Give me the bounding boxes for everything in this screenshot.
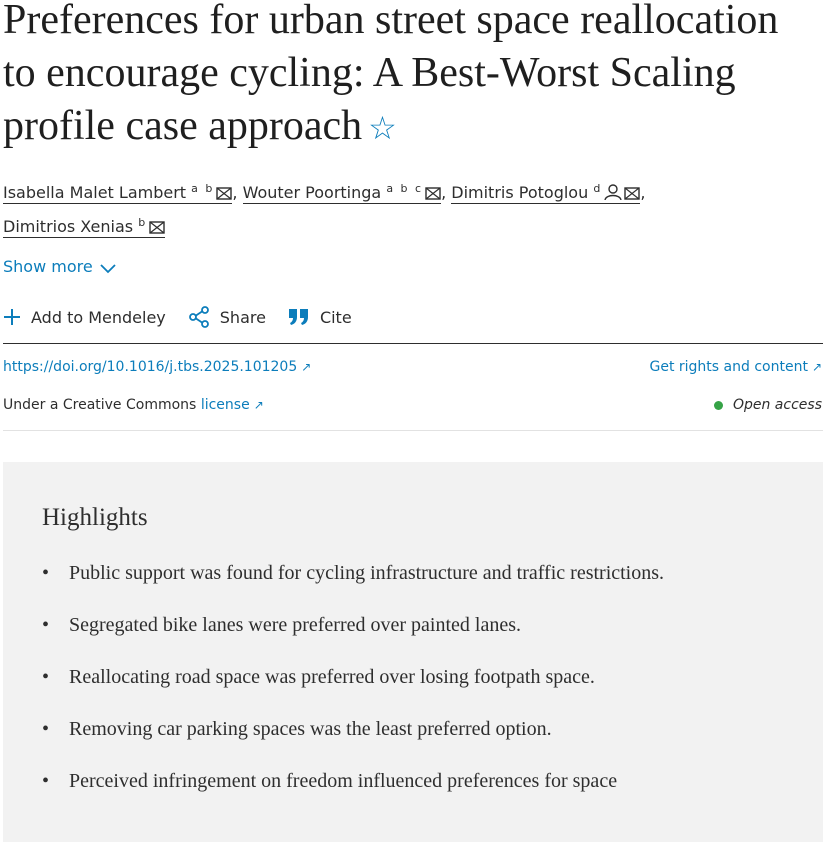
author-link[interactable]: Wouter Poortinga $^{a b c}$ bbox=[243, 183, 442, 204]
get-rights-link[interactable]: Get rights and content ↗ bbox=[649, 359, 822, 375]
share-icon bbox=[188, 306, 210, 328]
plus-icon bbox=[3, 308, 21, 326]
share-button[interactable]: Share bbox=[188, 306, 266, 328]
cite-button[interactable]: Cite bbox=[288, 306, 352, 328]
article-toolbar bbox=[3, 306, 352, 328]
external-link-icon: ↗ bbox=[301, 360, 312, 374]
highlights-section bbox=[3, 462, 823, 842]
highlights-title: Highlights bbox=[42, 504, 148, 531]
open-access-badge: Open access bbox=[714, 397, 822, 413]
add-to-mendeley-button[interactable]: Add to Mendeley bbox=[3, 306, 166, 328]
divider bbox=[3, 430, 823, 431]
chevron-down-icon bbox=[99, 263, 117, 275]
license-link[interactable]: license ↗ bbox=[200, 397, 264, 413]
list-item: • Reallocating road space was preferred over losing footpath space. bbox=[42, 662, 742, 693]
mail-icon bbox=[425, 187, 441, 200]
article-title bbox=[3, 0, 813, 155]
article-title-text: Preferences for urban street space reallocation to encourage cycling: A Best-Worst Scaling profile case approach bbox=[3, 0, 779, 149]
external-link-icon: ↗ bbox=[253, 398, 264, 412]
author-link[interactable]: Dimitrios Xenias $^b$ bbox=[3, 217, 165, 238]
open-access-dot-icon bbox=[714, 401, 723, 410]
mail-icon bbox=[624, 187, 640, 200]
list-item: • Segregated bike lanes were preferred over painted lanes. bbox=[42, 610, 742, 641]
list-item: • Public support was found for cycling infrastructure and traffic restrictions. bbox=[42, 558, 742, 589]
divider bbox=[3, 343, 823, 344]
star-icon[interactable]: ☆ bbox=[368, 109, 397, 147]
highlights-list bbox=[42, 558, 742, 818]
external-link-icon: ↗ bbox=[811, 360, 822, 374]
mail-icon bbox=[216, 187, 232, 200]
person-icon bbox=[604, 184, 622, 200]
license-text: Under a Creative Commons license ↗ bbox=[3, 397, 264, 413]
show-more-button[interactable]: Show more bbox=[3, 257, 117, 276]
author-link[interactable]: Dimitris Potoglou $^d$ bbox=[451, 183, 640, 204]
quote-icon bbox=[288, 308, 310, 326]
mail-icon bbox=[149, 221, 165, 234]
author-list: Isabella Malet Lambert $^{a b}$ , Wouter Poortinga $^{a b c}$ , Dimitris Potoglou $^d$ , Dimitrios Xenias $^b$ bbox=[3, 182, 646, 236]
author-link[interactable]: Isabella Malet Lambert $^{a b}$ bbox=[3, 183, 232, 204]
doi-link[interactable]: https://doi.org/10.1016/j.tbs.2025.101205 ↗ bbox=[3, 359, 312, 375]
list-item: • Perceived infringement on freedom influenced preferences for space bbox=[42, 766, 742, 797]
list-item: • Removing car parking spaces was the least preferred option. bbox=[42, 714, 742, 745]
